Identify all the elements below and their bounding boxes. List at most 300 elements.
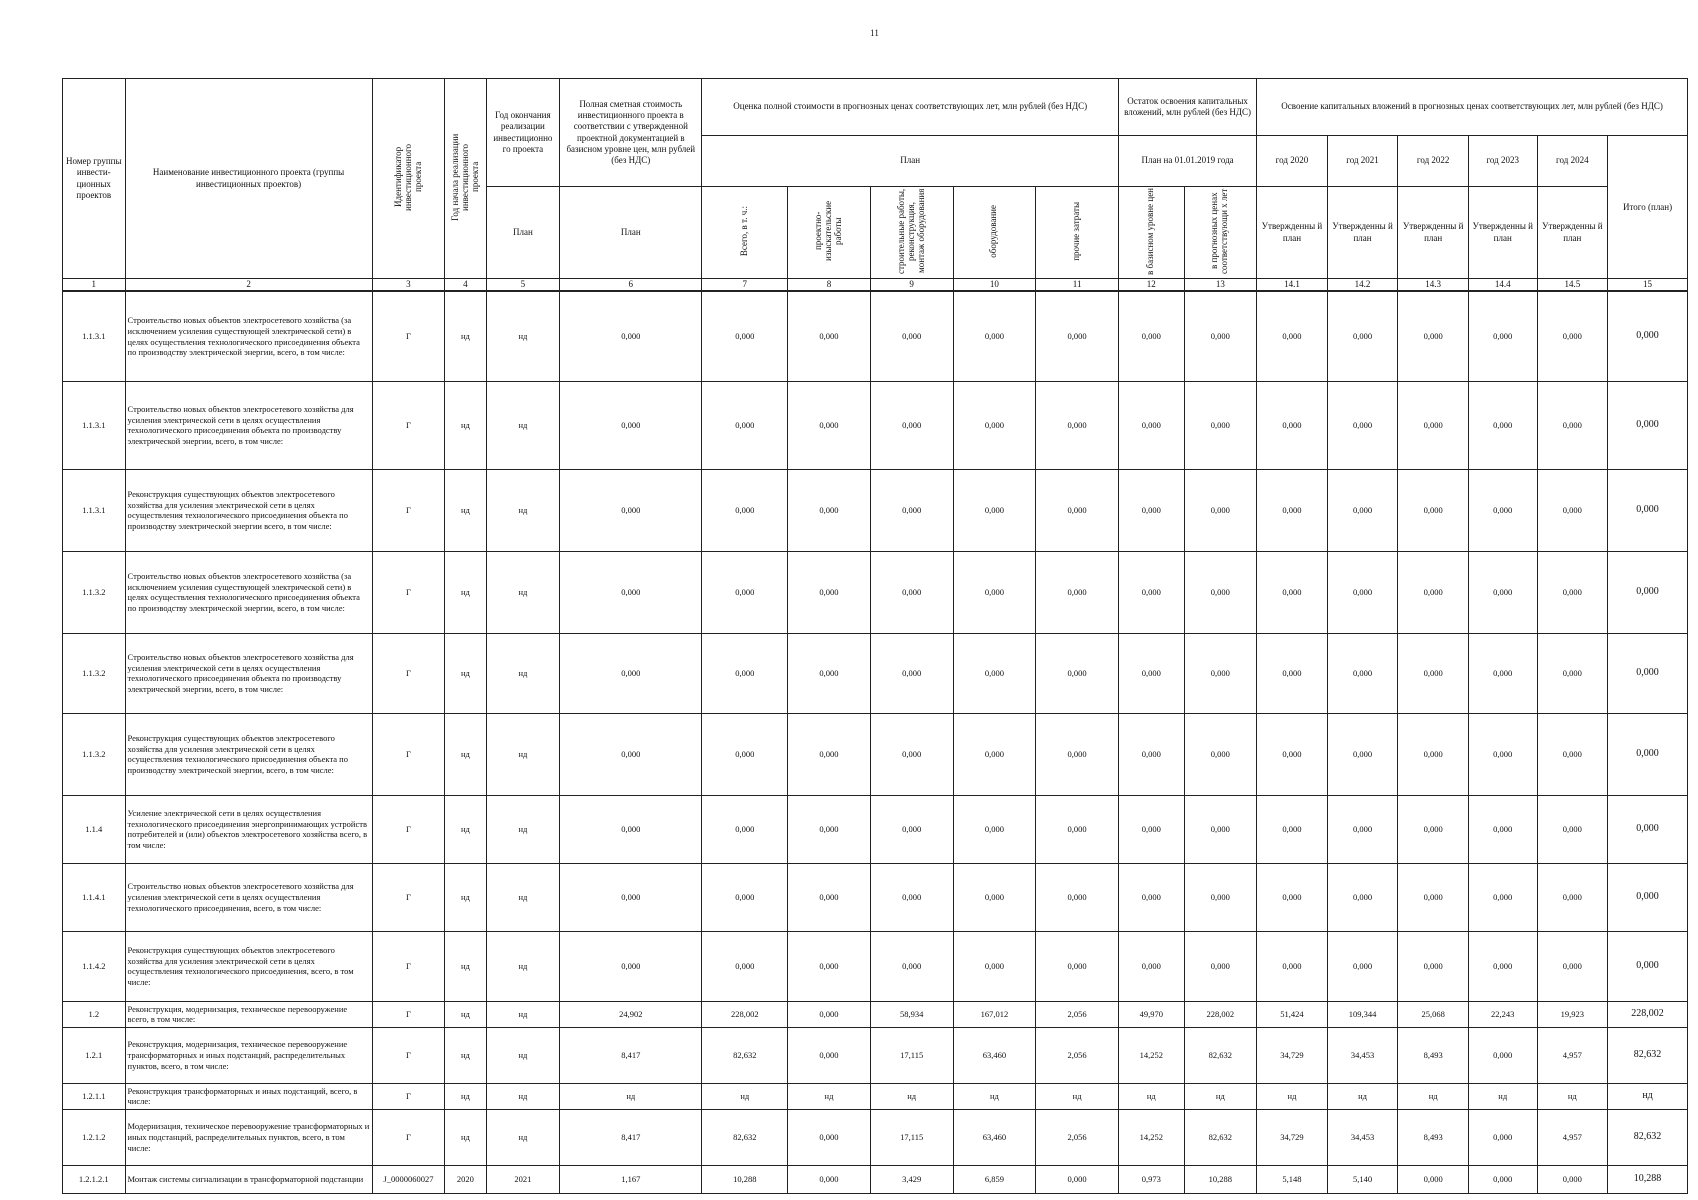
row-value: 0,000 xyxy=(1184,291,1257,381)
column-number-row xyxy=(63,279,1688,292)
row-code: 1.1.4.2 xyxy=(63,931,126,1001)
row-end-year: нд xyxy=(486,291,560,381)
row-start-year: нд xyxy=(445,633,486,713)
row-value: 0,000 xyxy=(1468,1027,1537,1083)
header-sub-equipment-text: оборудование xyxy=(988,204,999,258)
row-value: нд xyxy=(1184,1083,1257,1109)
row-value: 82,632 xyxy=(702,1109,788,1165)
header-sub-total xyxy=(702,187,788,279)
row-value: 2,056 xyxy=(1036,1027,1119,1083)
row-id: J_0000060027 xyxy=(372,1165,445,1193)
column-number: 2 xyxy=(125,279,372,292)
row-value: 0,000 xyxy=(1537,713,1608,795)
header-approved-plan: Утвержденны й план xyxy=(1327,187,1398,279)
row-full-cost: нд xyxy=(560,1083,702,1109)
row-code: 1.1.3.1 xyxy=(63,291,126,381)
header-sub-other-text: прочие затраты xyxy=(1071,201,1082,261)
row-value: 8,493 xyxy=(1398,1109,1469,1165)
row-value: 0,000 xyxy=(1468,1109,1537,1165)
row-value: 2,056 xyxy=(1036,1001,1119,1027)
row-value: 228,002 xyxy=(1184,1001,1257,1027)
row-name: Строительство новых объектов электросетевого хозяйства (за исключением усиления существующей электрической сети) в целях осуществления технологического присоединения объекта по производству электрической энергии, всего, в том числе: xyxy=(125,291,372,381)
row-value: 0,000 xyxy=(1468,551,1537,633)
row-value: 0,000 xyxy=(1257,551,1328,633)
row-value: 0,000 xyxy=(1036,1165,1119,1193)
row-name: Реконструкция существующих объектов электросетевого хозяйства для усиления электрической сети в целях осуществления технологического присоединения, всего, в том числе: xyxy=(125,931,372,1001)
header-development: Освоение капитальных вложений в прогнозных ценах соответствующих лет, млн рублей (без НДС) xyxy=(1257,79,1688,136)
column-number: 10 xyxy=(953,279,1036,292)
header-sub-equipment xyxy=(953,187,1036,279)
row-full-cost: 8,417 xyxy=(560,1027,702,1083)
row-value: 0,000 xyxy=(1257,291,1328,381)
row-value: 2,056 xyxy=(1036,1109,1119,1165)
row-value: 0,000 xyxy=(702,633,788,713)
row-value: 0,000 xyxy=(1608,713,1688,795)
column-number: 4 xyxy=(445,279,486,292)
header-sub-design xyxy=(788,187,871,279)
header-plan-col6: План xyxy=(560,187,702,279)
table-row xyxy=(63,291,1688,381)
row-value: 0,000 xyxy=(1398,381,1469,469)
row-start-year: нд xyxy=(445,469,486,551)
table-body xyxy=(63,291,1688,1193)
row-value: 0,000 xyxy=(953,713,1036,795)
row-value: 0,000 xyxy=(788,1109,871,1165)
row-value: нд xyxy=(788,1083,871,1109)
column-number: 3 xyxy=(372,279,445,292)
row-value: 10,288 xyxy=(1608,1165,1688,1193)
row-value: 0,000 xyxy=(1398,291,1469,381)
row-value: 0,000 xyxy=(1608,931,1688,1001)
row-value: 0,000 xyxy=(1537,551,1608,633)
row-name: Реконструкция существующих объектов электросетевого хозяйства для усиления электрической сети в целях осуществления технологического присоединения объекта по производству электрической энергии, всего, в том числе: xyxy=(125,713,372,795)
row-value: 82,632 xyxy=(702,1027,788,1083)
column-number: 14.5 xyxy=(1537,279,1608,292)
row-value: 0,000 xyxy=(1537,469,1608,551)
row-id: Г xyxy=(372,381,445,469)
row-value: 0,000 xyxy=(1036,931,1119,1001)
row-value: 0,000 xyxy=(1398,863,1469,931)
row-value: 0,000 xyxy=(1468,713,1537,795)
row-value: 34,729 xyxy=(1257,1027,1328,1083)
row-value: 0,000 xyxy=(1608,469,1688,551)
row-value: 0,000 xyxy=(1184,469,1257,551)
row-value: 0,000 xyxy=(953,469,1036,551)
row-value: 0,000 xyxy=(953,291,1036,381)
row-value: 17,115 xyxy=(870,1109,953,1165)
row-value: 0,000 xyxy=(1608,795,1688,863)
row-value: 0,000 xyxy=(1398,931,1469,1001)
row-value: 0,000 xyxy=(870,291,953,381)
row-full-cost: 0,000 xyxy=(560,469,702,551)
table-header xyxy=(63,79,1688,292)
row-value: 0,000 xyxy=(1468,863,1537,931)
row-value: 0,000 xyxy=(1327,713,1398,795)
row-value: 58,934 xyxy=(870,1001,953,1027)
row-name: Строительство новых объектов электросетевого хозяйства для усиления электрической сети в целях осуществления технологического присоединения, всего, в том числе: xyxy=(125,863,372,931)
row-id: Г xyxy=(372,469,445,551)
row-value: 8,493 xyxy=(1398,1027,1469,1083)
header-start-year xyxy=(445,79,486,279)
row-end-year: нд xyxy=(486,633,560,713)
header-plan-date: План на 01.01.2019 года xyxy=(1119,136,1257,187)
row-code: 1.2 xyxy=(63,1001,126,1027)
column-number: 5 xyxy=(486,279,560,292)
row-value: 0,000 xyxy=(1398,633,1469,713)
row-start-year: нд xyxy=(445,381,486,469)
row-full-cost: 0,000 xyxy=(560,795,702,863)
table-row xyxy=(63,1109,1688,1165)
row-value: 0,000 xyxy=(702,291,788,381)
row-value: 0,000 xyxy=(870,551,953,633)
header-start-year-text: Год начала реализации инвестиционного проекта xyxy=(449,133,480,221)
table-row xyxy=(63,863,1688,931)
column-number: 13 xyxy=(1184,279,1257,292)
row-code: 1.2.1 xyxy=(63,1027,126,1083)
page-number: 11 xyxy=(870,28,879,38)
row-full-cost: 0,000 xyxy=(560,633,702,713)
table-row xyxy=(63,469,1688,551)
row-value: 0,000 xyxy=(1468,291,1537,381)
row-value: 63,460 xyxy=(953,1027,1036,1083)
column-number: 8 xyxy=(788,279,871,292)
column-number: 14.1 xyxy=(1257,279,1328,292)
row-value: 0,000 xyxy=(870,795,953,863)
row-value: 0,000 xyxy=(702,551,788,633)
row-value: 0,000 xyxy=(1327,551,1398,633)
row-value: 0,000 xyxy=(953,381,1036,469)
row-start-year: нд xyxy=(445,1027,486,1083)
row-code: 1.1.3.2 xyxy=(63,633,126,713)
row-value: 34,729 xyxy=(1257,1109,1328,1165)
row-value: 0,000 xyxy=(702,469,788,551)
column-number: 7 xyxy=(702,279,788,292)
row-end-year: 2021 xyxy=(486,1165,560,1193)
row-name: Строительство новых объектов электросетевого хозяйства для усиления электрической сети в целях осуществления технологического присоединения объекта по производству электрической энергии, всего, в том числе: xyxy=(125,381,372,469)
header-sub-basis xyxy=(1119,187,1185,279)
row-value: 82,632 xyxy=(1608,1109,1688,1165)
row-value: 34,453 xyxy=(1327,1109,1398,1165)
row-name: Реконструкция существующих объектов электросетевого хозяйства для усиления электрической сети в целях осуществления технологического присоединения объекта по производству электрической энергии всего, в том числе: xyxy=(125,469,372,551)
row-value: 0,000 xyxy=(1468,931,1537,1001)
row-value: 5,140 xyxy=(1327,1165,1398,1193)
row-value: 0,000 xyxy=(788,795,871,863)
row-value: 0,000 xyxy=(953,551,1036,633)
header-total-plan: Итого (план) xyxy=(1608,136,1688,279)
row-end-year: нд xyxy=(486,863,560,931)
row-value: 0,000 xyxy=(1257,633,1328,713)
header-sub-construction-text: строительные работы, реконструкция, монтаж оборудования xyxy=(895,188,926,274)
row-value: 34,453 xyxy=(1327,1027,1398,1083)
row-value: 0,000 xyxy=(1184,931,1257,1001)
row-value: 0,000 xyxy=(702,381,788,469)
row-value: 0,000 xyxy=(870,713,953,795)
row-value: 19,923 xyxy=(1537,1001,1608,1027)
row-value: 0,000 xyxy=(870,633,953,713)
row-name: Реконструкция, модернизация, техническое перевооружение трансформаторных и иных подстанций, распределительных пунктов, всего, в том числе: xyxy=(125,1027,372,1083)
row-value: 0,000 xyxy=(1608,381,1688,469)
row-value: 0,000 xyxy=(788,469,871,551)
row-value: 0,000 xyxy=(1184,713,1257,795)
row-id: Г xyxy=(372,931,445,1001)
row-value: 63,460 xyxy=(953,1109,1036,1165)
row-value: 0,000 xyxy=(788,291,871,381)
row-value: 0,000 xyxy=(788,633,871,713)
header-year-2021: год 2021 xyxy=(1327,136,1398,187)
row-value: 82,632 xyxy=(1184,1027,1257,1083)
header-sub-construction xyxy=(870,187,953,279)
row-value: нд xyxy=(953,1083,1036,1109)
column-number: 15 xyxy=(1608,279,1688,292)
row-value: 0,000 xyxy=(1119,633,1185,713)
row-end-year: нд xyxy=(486,1001,560,1027)
row-value: 0,000 xyxy=(788,1165,871,1193)
row-value: 0,000 xyxy=(1608,633,1688,713)
table-row xyxy=(63,713,1688,795)
row-value: 0,000 xyxy=(1036,633,1119,713)
row-name: Модернизация, техническое перевооружение трансформаторных и иных подстанций, распределительных пунктов, всего, в том числе: xyxy=(125,1109,372,1165)
header-approved-plan: Утвержденны й план xyxy=(1257,187,1328,279)
row-value: 0,000 xyxy=(1119,469,1185,551)
header-sub-design-text: проектно-изыскательские работы xyxy=(813,200,843,262)
row-value: нд xyxy=(1119,1083,1185,1109)
table-row xyxy=(63,931,1688,1001)
row-full-cost: 0,000 xyxy=(560,863,702,931)
row-value: 0,000 xyxy=(702,713,788,795)
row-value: 0,000 xyxy=(870,931,953,1001)
row-value: 0,000 xyxy=(1537,381,1608,469)
row-value: 0,000 xyxy=(788,1027,871,1083)
header-year-2020: год 2020 xyxy=(1257,136,1328,187)
row-value: нд xyxy=(1537,1083,1608,1109)
row-start-year: нд xyxy=(445,795,486,863)
row-value: 22,243 xyxy=(1468,1001,1537,1027)
row-id: Г xyxy=(372,1109,445,1165)
row-value: 0,000 xyxy=(1327,795,1398,863)
row-id: Г xyxy=(372,713,445,795)
column-number: 12 xyxy=(1119,279,1185,292)
row-value: нд xyxy=(702,1083,788,1109)
row-value: 14,252 xyxy=(1119,1109,1185,1165)
row-value: 49,970 xyxy=(1119,1001,1185,1027)
row-start-year: 2020 xyxy=(445,1165,486,1193)
row-id: Г xyxy=(372,291,445,381)
row-value: 0,000 xyxy=(1608,863,1688,931)
row-start-year: нд xyxy=(445,1083,486,1109)
header-approved-plan: Утвержденны й план xyxy=(1537,187,1608,279)
row-full-cost: 0,000 xyxy=(560,713,702,795)
row-start-year: нд xyxy=(445,551,486,633)
header-project-id-text: Идентификатор инвестиционного проекта xyxy=(392,143,423,211)
row-value: 0,000 xyxy=(1036,863,1119,931)
row-value: 0,000 xyxy=(953,633,1036,713)
row-value: 0,000 xyxy=(1184,633,1257,713)
row-full-cost: 0,000 xyxy=(560,551,702,633)
row-value: 0,000 xyxy=(1257,713,1328,795)
row-value: 0,000 xyxy=(1327,633,1398,713)
row-value: 6,859 xyxy=(953,1165,1036,1193)
table-row xyxy=(63,1027,1688,1083)
row-end-year: нд xyxy=(486,551,560,633)
row-value: 0,000 xyxy=(1184,381,1257,469)
row-value: 0,000 xyxy=(788,551,871,633)
row-value: 0,000 xyxy=(1257,795,1328,863)
row-full-cost: 8,417 xyxy=(560,1109,702,1165)
row-value: 25,068 xyxy=(1398,1001,1469,1027)
row-code: 1.1.3.2 xyxy=(63,551,126,633)
row-value: 0,000 xyxy=(1327,931,1398,1001)
row-code: 1.1.4.1 xyxy=(63,863,126,931)
header-group-no: Номер группы инвести-ционных проектов xyxy=(63,79,126,279)
row-id: Г xyxy=(372,1001,445,1027)
row-value: 5,148 xyxy=(1257,1165,1328,1193)
row-end-year: нд xyxy=(486,1027,560,1083)
header-estimate: Оценка полной стоимости в прогнозных ценах соответствующих лет, млн рублей (без НДС) xyxy=(702,79,1119,136)
row-value: 0,000 xyxy=(1257,381,1328,469)
row-value: 0,000 xyxy=(1119,291,1185,381)
row-name: Строительство новых объектов электросетевого хозяйства (за исключением усиления существующей электрической сети) в целях осуществления технологического присоединения объекта по производству электрической энергии, всего, в том числе: xyxy=(125,551,372,633)
table-row xyxy=(63,633,1688,713)
row-end-year: нд xyxy=(486,381,560,469)
row-value: 0,000 xyxy=(1468,1165,1537,1193)
row-value: нд xyxy=(1257,1083,1328,1109)
row-code: 1.1.3.1 xyxy=(63,469,126,551)
row-value: 0,000 xyxy=(1327,291,1398,381)
row-value: 51,424 xyxy=(1257,1001,1328,1027)
row-full-cost: 24,902 xyxy=(560,1001,702,1027)
row-value: 14,252 xyxy=(1119,1027,1185,1083)
row-value: 0,000 xyxy=(1468,469,1537,551)
row-value: 0,000 xyxy=(702,795,788,863)
row-value: 0,000 xyxy=(870,381,953,469)
row-value: 0,000 xyxy=(1327,863,1398,931)
row-value: 10,288 xyxy=(702,1165,788,1193)
row-value: 0,000 xyxy=(788,381,871,469)
row-value: 17,115 xyxy=(870,1027,953,1083)
row-value: 0,000 xyxy=(1468,633,1537,713)
row-value: 0,000 xyxy=(1537,863,1608,931)
row-value: 0,000 xyxy=(1608,291,1688,381)
row-value: нд xyxy=(1327,1083,1398,1109)
row-value: 0,000 xyxy=(1184,551,1257,633)
row-value: 0,000 xyxy=(1537,931,1608,1001)
header-sub-other xyxy=(1036,187,1119,279)
row-value: 0,000 xyxy=(1257,863,1328,931)
row-value: 228,002 xyxy=(1608,1001,1688,1027)
header-year-2022: год 2022 xyxy=(1398,136,1469,187)
row-value: 0,000 xyxy=(1398,469,1469,551)
row-id: Г xyxy=(372,551,445,633)
row-value: 0,000 xyxy=(1537,633,1608,713)
row-value: 4,957 xyxy=(1537,1109,1608,1165)
column-number: 14.3 xyxy=(1398,279,1469,292)
row-id: Г xyxy=(372,1083,445,1109)
row-value: 0,000 xyxy=(1184,863,1257,931)
row-start-year: нд xyxy=(445,931,486,1001)
header-sub-total-text: Всего, в т. ч.: xyxy=(738,205,749,257)
row-name: Реконструкция, модернизация, техническое перевооружение всего, в том числе: xyxy=(125,1001,372,1027)
header-year-2023: год 2023 xyxy=(1468,136,1537,187)
row-value: 0,000 xyxy=(1537,795,1608,863)
column-number: 9 xyxy=(870,279,953,292)
row-value: 0,000 xyxy=(1537,291,1608,381)
row-value: 0,000 xyxy=(1398,551,1469,633)
table-row xyxy=(63,1165,1688,1193)
row-value: 0,000 xyxy=(1036,381,1119,469)
row-value: 4,957 xyxy=(1537,1027,1608,1083)
column-number: 14.2 xyxy=(1327,279,1398,292)
row-full-cost: 0,000 xyxy=(560,381,702,469)
row-value: 0,000 xyxy=(953,795,1036,863)
row-name: Монтаж системы сигнализации в трансформаторной подстанции xyxy=(125,1165,372,1193)
row-value: 0,000 xyxy=(1036,469,1119,551)
row-value: нд xyxy=(1468,1083,1537,1109)
row-end-year: нд xyxy=(486,1083,560,1109)
row-value: 0,000 xyxy=(1119,381,1185,469)
row-start-year: нд xyxy=(445,713,486,795)
row-code: 1.2.1.2.1 xyxy=(63,1165,126,1193)
column-number: 1 xyxy=(63,279,126,292)
row-end-year: нд xyxy=(486,795,560,863)
row-value: 0,000 xyxy=(1119,551,1185,633)
row-value: 167,012 xyxy=(953,1001,1036,1027)
header-sub-forecast xyxy=(1184,187,1257,279)
row-value: 0,000 xyxy=(1119,863,1185,931)
row-code: 1.1.4 xyxy=(63,795,126,863)
header-sub-forecast-text: в прогнозных ценах соответствующи х лет xyxy=(1209,188,1230,274)
row-value: 0,000 xyxy=(953,931,1036,1001)
row-start-year: нд xyxy=(445,1001,486,1027)
row-end-year: нд xyxy=(486,1109,560,1165)
row-value: 0,000 xyxy=(788,931,871,1001)
row-value: 0,000 xyxy=(1119,931,1185,1001)
row-value: 228,002 xyxy=(702,1001,788,1027)
header-project-id xyxy=(372,79,445,279)
header-sub-basis-text: в базисном уровне цен xyxy=(1145,187,1156,275)
header-plan-col5: План xyxy=(486,187,560,279)
row-value: 0,000 xyxy=(1327,469,1398,551)
row-value: 0,000 xyxy=(870,863,953,931)
row-end-year: нд xyxy=(486,469,560,551)
row-value: 82,632 xyxy=(1608,1027,1688,1083)
row-start-year: нд xyxy=(445,291,486,381)
header-approved-plan: Утвержденны й план xyxy=(1468,187,1537,279)
row-value: 0,000 xyxy=(1036,551,1119,633)
investment-table xyxy=(62,78,1688,1194)
row-value: 0,000 xyxy=(1119,795,1185,863)
table-row xyxy=(63,1083,1688,1109)
row-value: 0,000 xyxy=(1468,381,1537,469)
row-start-year: нд xyxy=(445,863,486,931)
row-value: 82,632 xyxy=(1184,1109,1257,1165)
header-end-year: Год окончания реализации инвестиционно го проекта xyxy=(486,79,560,187)
row-code: 1.1.3.2 xyxy=(63,713,126,795)
column-number: 6 xyxy=(560,279,702,292)
row-id: Г xyxy=(372,633,445,713)
row-value: 3,429 xyxy=(870,1165,953,1193)
row-code: 1.1.3.1 xyxy=(63,381,126,469)
row-value: 0,000 xyxy=(1608,551,1688,633)
row-value: нд xyxy=(1036,1083,1119,1109)
row-value: 0,000 xyxy=(1257,931,1328,1001)
row-value: 0,973 xyxy=(1119,1165,1185,1193)
row-full-cost: 0,000 xyxy=(560,931,702,1001)
header-remaining: Остаток освоения капитальных вложений, млн рублей (без НДС) xyxy=(1119,79,1257,136)
row-value: 0,000 xyxy=(1398,795,1469,863)
row-value: 0,000 xyxy=(702,863,788,931)
column-number: 11 xyxy=(1036,279,1119,292)
row-value: 0,000 xyxy=(1257,469,1328,551)
